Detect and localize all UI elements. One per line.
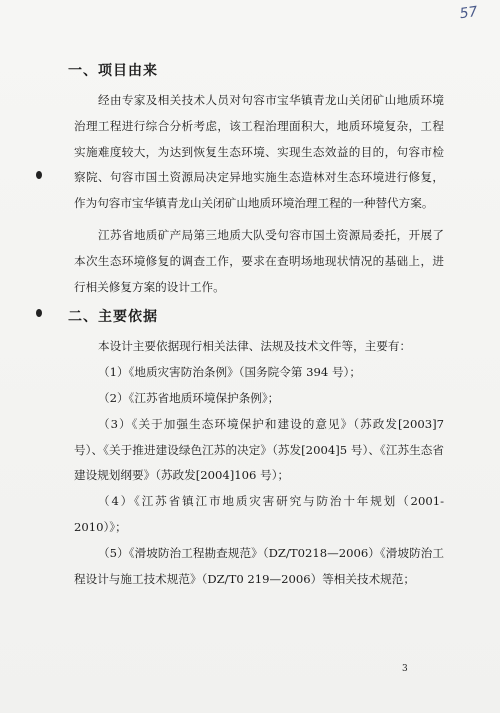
paragraph: 本设计主要依据现行相关法律、法规及技术文件等，主要有： bbox=[98, 339, 412, 354]
paragraph: 江苏省地质矿产局第三地质大队受句容市国土资源局委托，开展了本次生态环境修复的调查工作，要求在查明场地现状情况的基础上，进行相关修复方案的设计工作。 bbox=[74, 227, 444, 294]
corner-handwritten-mark: 57 bbox=[458, 3, 479, 23]
list-item: （1）《地质灾害防治条例》（国务院令第 394 号）； bbox=[98, 365, 361, 380]
list-item: （4）《江苏省镇江市地质灾害研究与防治十年规划（2001-2010）》； bbox=[74, 494, 444, 534]
section-project-origin bbox=[68, 60, 444, 300]
document-body bbox=[68, 60, 444, 592]
section-title: 二、主要依据 bbox=[68, 309, 158, 326]
punch-hole-mark bbox=[36, 171, 42, 179]
list-item: （3）《关于加强生态环境保护和建设的意见》（苏政发[2003]7号）、《关于推进建设绿色江苏的决定》（苏发[2004]5 号）、《江苏生态省建设规划纲要》（苏政发[2004]106 号）； bbox=[74, 416, 444, 483]
section-title: 一、项目由来 bbox=[68, 63, 158, 79]
page-number: 3 bbox=[402, 664, 408, 674]
list-item: （5）《滑坡防治工程勘查规范》（DZ/T0218—2006）《滑坡防治工程设计与施工技术规范》（DZ/T0 219—2006）等相关技术规范； bbox=[74, 545, 444, 586]
list-item: （2）《江苏省地质环境保护条例》； bbox=[98, 390, 280, 405]
paragraph: 经由专家及相关技术人员对句容市宝华镇青龙山关闭矿山地质环境治理工程进行综合分析考虑，该工程治理面积大，地质环境复杂，工程实施难度较大，为达到恢复生态环境、实现生态效益的目的，句容市检察院、句容市国土资源局决定异地实施生态造林对生态环境进行修复，作为句容市宝华镇青龙山关闭矿山地质环境治理工程的一种替代方案。 bbox=[74, 93, 444, 211]
section-main-basis bbox=[68, 306, 444, 592]
punch-hole-mark bbox=[36, 309, 42, 317]
